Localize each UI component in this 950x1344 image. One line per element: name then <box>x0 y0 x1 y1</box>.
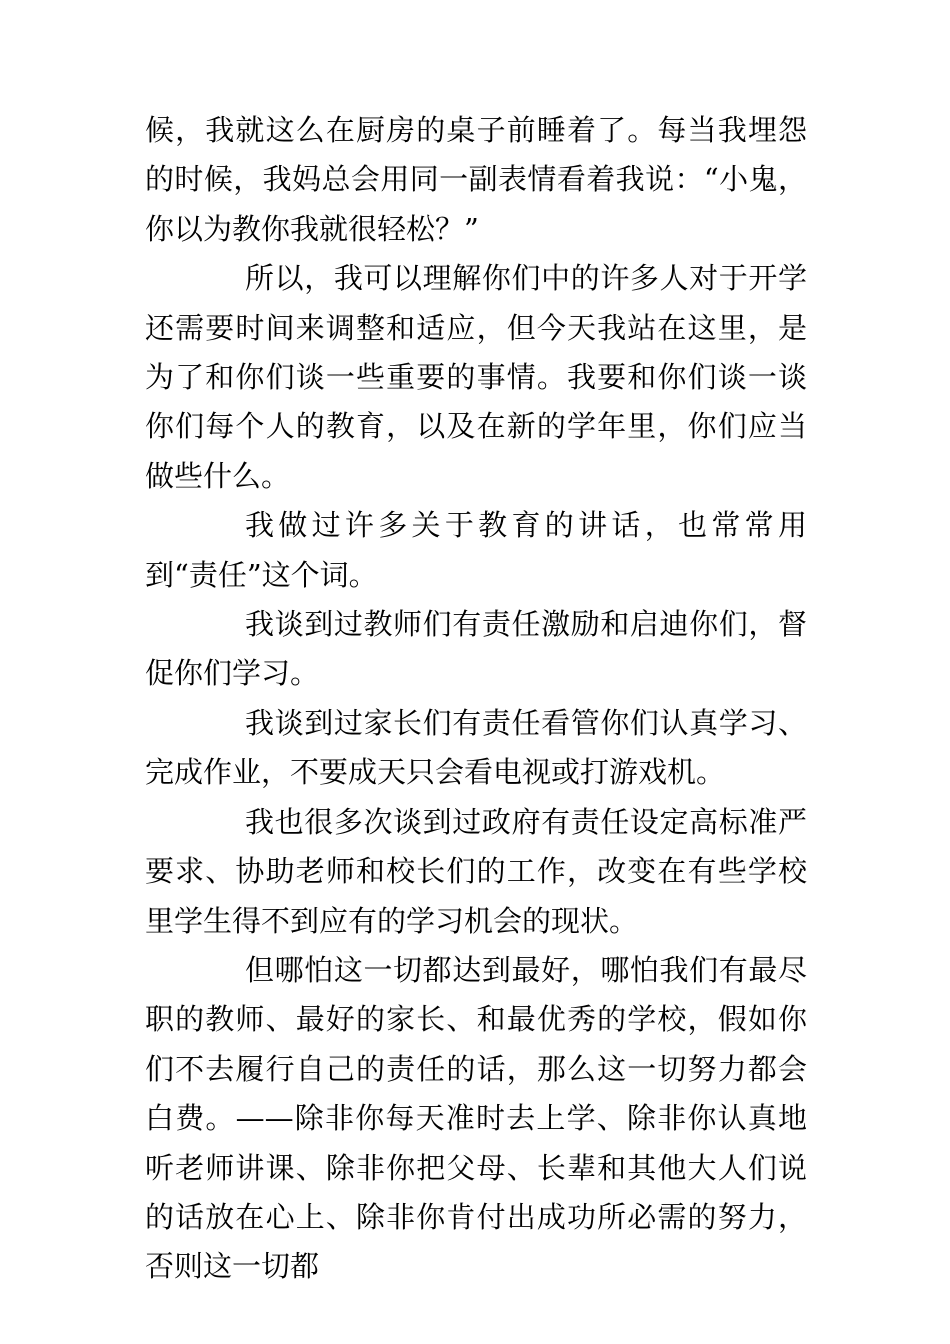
paragraph-5: 我谈到过家长们有责任看管你们认真学习、完成作业，不要成天只会看电视或打游戏机。 <box>145 705 807 790</box>
paragraph-6: 我也很多次谈到过政府有责任设定高标准严要求、协助老师和校长们的工作，改变在有些学校里学生得不到应有的学习机会的现状。 <box>145 804 807 938</box>
paragraph-3: 我做过许多关于教育的讲话，也常常用到“责任”这个词。 <box>145 508 807 592</box>
document-body <box>145 106 807 1292</box>
paragraph-1: 候，我就这么在厨房的桌子前睡着了。每当我埋怨的时候，我妈总会用同一副表情看着我说：“小鬼，你以为教你我就很轻松？” <box>145 113 807 246</box>
paragraph-7: 但哪怕这一切都达到最好，哪怕我们有最尽职的教师、最好的家长、和最优秀的学校，假如你们不去履行自己的责任的话，那么这一切努力都会白费。——除非你每天准时去上学、除非你认真地听老师讲课、除非你把父母、长辈和其他大人们说的话放在心上、除非你肯付出成功所必需的努力，否则这一切都 <box>145 952 807 1284</box>
paragraph-4: 我谈到过教师们有责任激励和启迪你们，督促你们学习。 <box>145 607 807 691</box>
paragraph-2: 所以，我可以理解你们中的许多人对于开学还需要时间来调整和适应，但今天我站在这里，是为了和你们谈一些重要的事情。我要和你们谈一谈你们每个人的教育，以及在新的学年里，你们应当做些什么。 <box>145 261 807 493</box>
